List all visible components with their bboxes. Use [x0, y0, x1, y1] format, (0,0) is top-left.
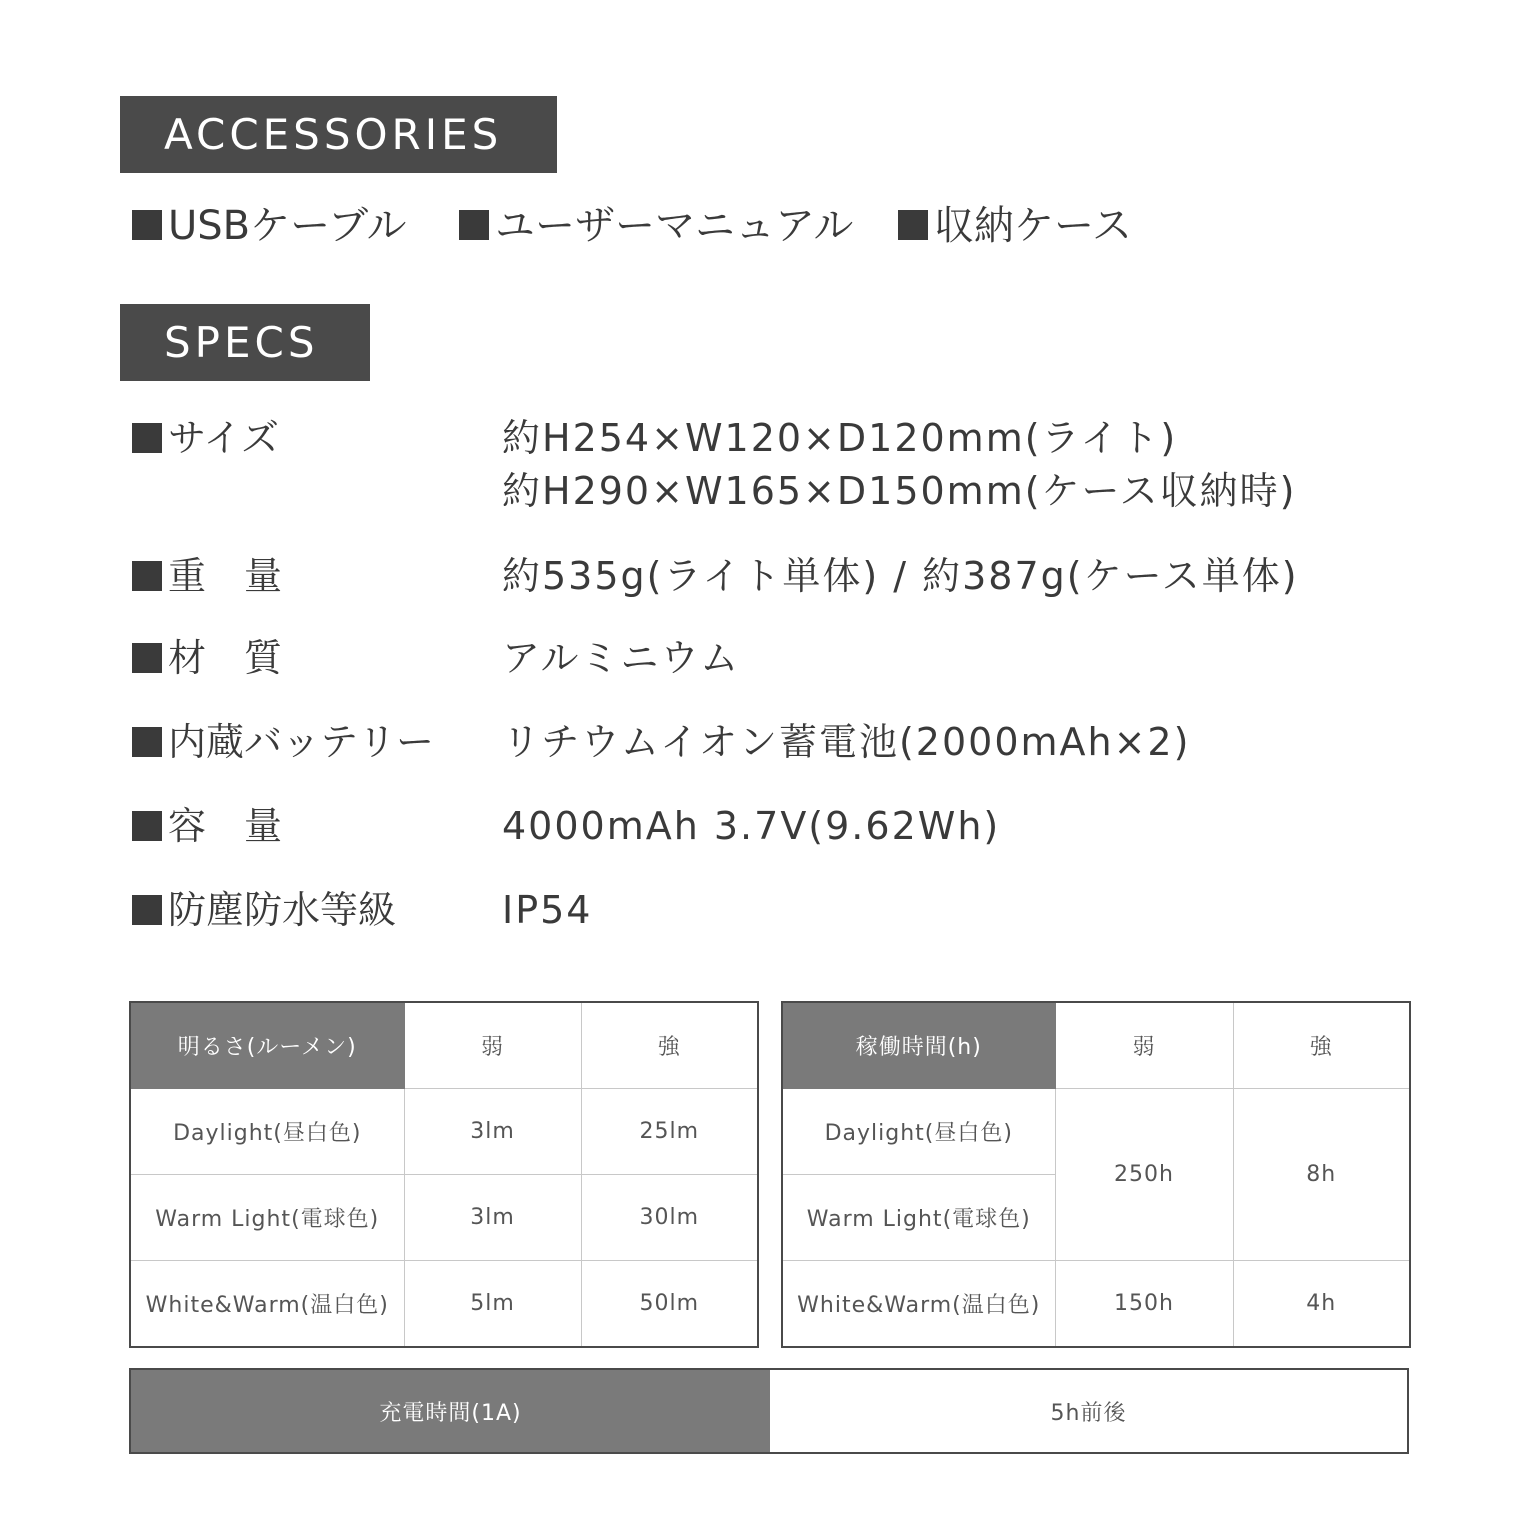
- table-cell: White&Warm(温白色): [130, 1261, 404, 1348]
- specs-header: SPECS: [120, 304, 370, 381]
- table-cell: 3lm: [404, 1175, 581, 1261]
- square-bullet-icon: [132, 643, 162, 673]
- table-cell: 30lm: [581, 1175, 758, 1261]
- spec-label-material: 材 質: [132, 632, 282, 684]
- table-cell: Daylight(昼白色): [130, 1089, 404, 1175]
- square-bullet-icon: [898, 210, 928, 240]
- charge-time-label: 充電時間(1A): [131, 1370, 770, 1452]
- table-row: [130, 1175, 758, 1261]
- spec-label-battery: 内蔵バッテリー: [132, 716, 434, 768]
- table-header-cell: 明るさ(ルーメン): [130, 1002, 404, 1089]
- charge-time-value: 5h前後: [1050, 1400, 1127, 1426]
- table-cell: 150h: [1055, 1261, 1233, 1348]
- spec-label-size: サイズ: [132, 412, 279, 464]
- spec-value-size-case: 約H290×W165×D150mm(ケース収納時): [502, 469, 1297, 513]
- brightness-table: [129, 1001, 759, 1348]
- spec-value-size-light: 約H254×W120×D120mm(ライト): [502, 416, 1178, 460]
- table-header-cell: 強: [581, 1002, 758, 1089]
- table-cell: 3lm: [404, 1089, 581, 1175]
- table-cell: Daylight(昼白色): [782, 1089, 1055, 1175]
- table-cell: Warm Light(電球色): [782, 1175, 1055, 1261]
- table-cell: Warm Light(電球色): [130, 1175, 404, 1261]
- square-bullet-icon: [132, 210, 162, 240]
- table-cell: 8h: [1233, 1089, 1410, 1261]
- table-header-cell: 強: [1233, 1002, 1410, 1089]
- square-bullet-icon: [132, 811, 162, 841]
- square-bullet-icon: [132, 561, 162, 591]
- table-cell: 50lm: [581, 1261, 758, 1348]
- table-header-row: [782, 1002, 1410, 1089]
- square-bullet-icon: [459, 210, 489, 240]
- spec-value-weight: 約535g(ライト単体) / 約387g(ケース単体): [502, 554, 1299, 598]
- accessory-item-user-manual: ユーザーマニュアル: [459, 200, 853, 252]
- square-bullet-icon: [132, 423, 162, 453]
- square-bullet-icon: [132, 727, 162, 757]
- spec-value-capacity: 4000mAh 3.7V(9.62Wh): [502, 804, 1001, 848]
- accessories-header: ACCESSORIES: [120, 96, 557, 173]
- spec-value-battery: リチウムイオン蓄電池(2000mAh×2): [502, 720, 1191, 764]
- spec-label-capacity: 容 量: [132, 800, 282, 852]
- table-cell: 5lm: [404, 1261, 581, 1348]
- table-row: [782, 1089, 1410, 1175]
- table-header-cell: 稼働時間(h): [782, 1002, 1055, 1089]
- table-row: [782, 1261, 1410, 1348]
- table-row: [130, 1089, 758, 1175]
- table-header-cell: 弱: [1055, 1002, 1233, 1089]
- spec-label-ip-rating: 防塵防水等級: [132, 884, 396, 936]
- spec-label-weight: 重 量: [132, 550, 282, 602]
- runtime-table: [781, 1001, 1411, 1348]
- table-header-cell: 弱: [404, 1002, 581, 1089]
- table-row: [130, 1261, 758, 1348]
- table-cell: 25lm: [581, 1089, 758, 1175]
- charge-time-row: [129, 1368, 1409, 1454]
- table-header-row: [130, 1002, 758, 1089]
- table-cell: 250h: [1055, 1089, 1233, 1261]
- spec-value-material: アルミニウム: [502, 636, 741, 680]
- table-cell: 4h: [1233, 1261, 1410, 1348]
- accessory-item-usb-cable: USBケーブル: [132, 200, 407, 252]
- square-bullet-icon: [132, 895, 162, 925]
- spec-value-ip-rating: IP54: [502, 888, 593, 932]
- accessory-item-storage-case: 収納ケース: [898, 200, 1132, 252]
- table-cell: White&Warm(温白色): [782, 1261, 1055, 1348]
